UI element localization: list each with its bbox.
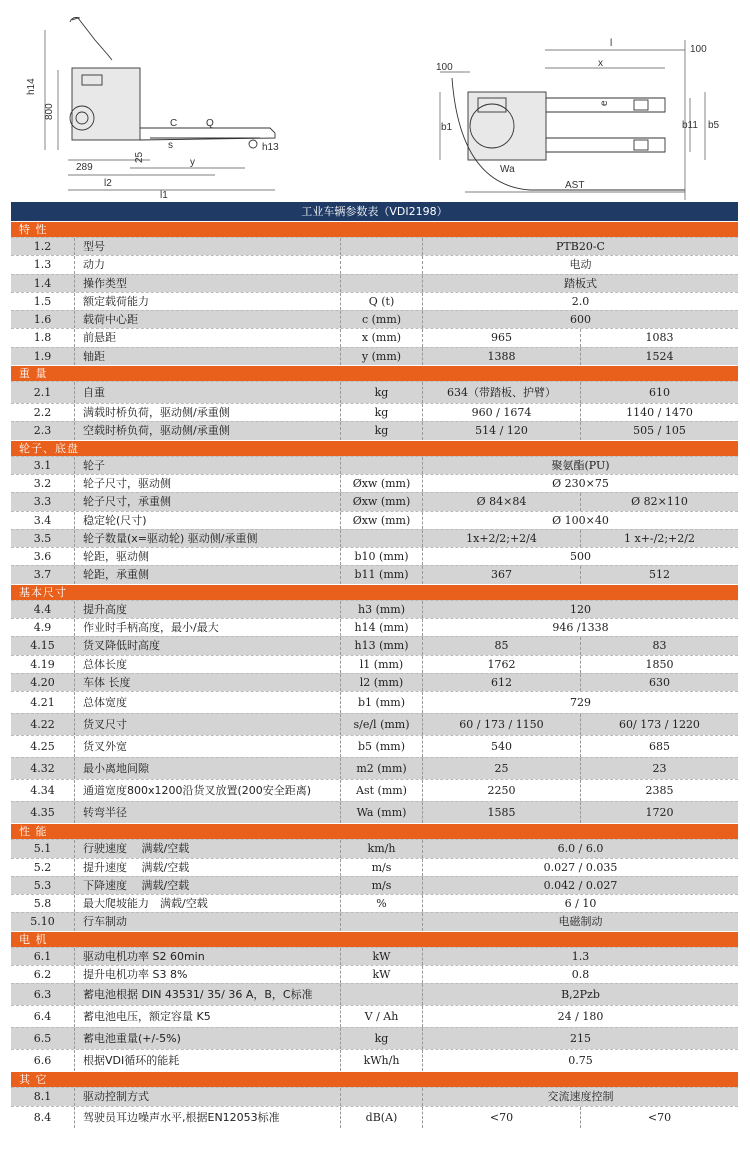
table-row [11,1106,738,1128]
row-unit: kg [341,404,423,421]
row-label: 提升高度 [75,601,341,618]
row-label: 作业时手柄高度，最小/最大 [75,619,341,636]
row-value-1: 965 [491,331,512,345]
row-value: 6 / 10 [564,897,597,911]
side-view-drawing [26,18,279,201]
row-value-1: Ø 84×84 [476,495,527,509]
table-row [11,421,738,439]
row-value: 500 [570,550,591,564]
table-row [11,237,738,255]
row-value-2: 512 [580,566,738,583]
dim-800: 800 [44,103,55,120]
row-number: 5.3 [11,877,75,894]
row-value-1: 960 / 1674 [471,406,532,420]
row-unit: y (mm) [341,348,423,365]
row-value: 120 [570,602,591,616]
row-number: 4.4 [11,601,75,618]
dim-h13: h13 [262,142,279,153]
table-row [11,858,738,876]
table-row [11,274,738,292]
row-value-2: 1720 [580,802,738,823]
table-row [11,600,738,618]
table-row [11,292,738,310]
section-header: 轮子、底盘 [11,440,738,456]
row-number: 6.4 [11,1006,75,1027]
table-row [11,757,738,779]
row-value: 0.8 [571,968,590,982]
row-label: 蓄电池根据 DIN 43531/ 35/ 36 A，B，C标准 [75,984,341,1005]
dim-l2: l2 [104,178,112,189]
row-label: 轮距，驱动侧 [75,548,341,565]
dim-25: 25 [134,151,145,163]
row-number: 8.4 [11,1107,75,1128]
dim-l1: l1 [160,190,168,200]
row-label: 驱动电机功率 S2 60min [75,948,341,965]
row-unit: l2 (mm) [341,674,423,691]
row-label: 蓄电池重量(+/-5%) [75,1028,341,1049]
row-number: 2.3 [11,422,75,439]
row-label: 轴距 [75,348,341,365]
table-row [11,673,738,691]
table-row [11,381,738,403]
row-value: Ø 100×40 [552,513,609,527]
dim-h14: h14 [26,78,37,95]
dim-q: Q [206,118,214,129]
row-unit: b10 (mm) [341,548,423,565]
technical-diagrams [0,0,750,200]
table-row [11,713,738,735]
top-view-drawing [436,38,720,200]
row-unit: Ast (mm) [341,780,423,801]
row-label: 满载时桥负荷，驱动侧/承重侧 [75,404,341,421]
row-number: 6.2 [11,966,75,983]
row-value-2: 2385 [580,780,738,801]
row-value-2: Ø 82×110 [580,493,738,510]
row-value: 2.0 [571,294,590,308]
row-unit: kg [341,422,423,439]
row-value-1: 1762 [487,657,516,671]
table-row [11,492,738,510]
row-unit [341,530,423,547]
row-value-1: 634（带踏板、护臂） [447,386,556,400]
row-unit: m2 (mm) [341,758,423,779]
row-value-2: <70 [580,1107,738,1128]
dim-b11: b11 [682,120,698,131]
row-label: 货叉降低时高度 [75,637,341,654]
row-unit [341,457,423,474]
row-value-1: 612 [491,675,512,689]
row-label: 货叉外宽 [75,736,341,757]
row-number: 1.3 [11,256,75,273]
table-row [11,1087,738,1105]
row-value: 交流速度控制 [547,1090,614,1104]
row-number: 4.20 [11,674,75,691]
truck-drawings [0,0,750,200]
row-number: 1.6 [11,311,75,328]
table-row [11,691,738,713]
row-number: 4.15 [11,637,75,654]
row-label: 行车制动 [75,913,341,930]
row-value-1: 85 [494,639,509,653]
row-number: 5.1 [11,840,75,857]
row-unit: Øxw (mm) [341,493,423,510]
row-number: 1.8 [11,329,75,346]
dim-e: e [599,100,610,106]
row-unit: h3 (mm) [341,601,423,618]
row-number: 3.5 [11,530,75,547]
table-row [11,894,738,912]
row-unit [341,238,423,255]
row-value-2: 1850 [580,656,738,673]
row-unit: V / Ah [341,1006,423,1027]
row-label: 操作类型 [75,275,341,292]
row-label: 轮子尺寸，驱动侧 [75,475,341,492]
row-label: 前悬距 [75,329,341,346]
row-value-1: 60 / 173 / 1150 [459,718,544,732]
table-row [11,474,738,492]
table-row [11,328,738,346]
table-row [11,912,738,930]
row-label: 额定载荷能力 [75,293,341,310]
row-number: 8.1 [11,1088,75,1105]
dim-289: 289 [76,162,93,173]
row-label: 空载时桥负荷，驱动侧/承重侧 [75,422,341,439]
table-row [11,636,738,654]
row-value: 电磁制动 [558,915,603,929]
section-header: 特 性 [11,221,738,237]
row-value: B,2Pzb [561,988,600,1002]
row-value-1: 1388 [487,349,516,363]
row-value-1: 1x+2/2;+2/4 [466,531,537,545]
row-unit: m/s [341,859,423,876]
section-header: 电 机 [11,931,738,947]
row-number: 6.1 [11,948,75,965]
row-label: 动力 [75,256,341,273]
table-row [11,876,738,894]
row-number: 1.4 [11,275,75,292]
row-value: 0.042 / 0.027 [543,878,618,892]
row-unit: b11 (mm) [341,566,423,583]
row-unit [341,275,423,292]
table-row [11,947,738,965]
table-row [11,735,738,757]
dim-b1: b1 [441,122,453,133]
row-value-2: 685 [580,736,738,757]
table-row [11,1049,738,1071]
row-unit: kW [341,966,423,983]
table-row [11,347,738,365]
row-value: PTB20-C [556,240,605,253]
row-label: 轮子尺寸，承重侧 [75,493,341,510]
row-label: 型号 [75,238,341,255]
row-number: 1.2 [11,238,75,255]
row-number: 6.5 [11,1028,75,1049]
row-label: 驾驶员耳边噪声水平,根据EN12053标准 [75,1107,341,1128]
section-header: 性 能 [11,823,738,839]
table-row [11,255,738,273]
row-number: 6.6 [11,1050,75,1071]
row-number: 2.1 [11,382,75,403]
row-value-2: 630 [580,674,738,691]
row-label: 转弯半径 [75,802,341,823]
dim-100-right: 100 [690,44,707,55]
row-value-2: 60/ 173 / 1220 [580,714,738,735]
table-row [11,310,738,328]
table-row [11,801,738,823]
dim-b5: b5 [708,120,720,131]
row-label: 根据VDI循环的能耗 [75,1050,341,1071]
table-row [11,1027,738,1049]
row-label: 下降速度 满载/空载 [75,877,341,894]
row-unit: kW [341,948,423,965]
row-value-1: 2250 [487,784,516,798]
row-number: 4.32 [11,758,75,779]
row-unit: x (mm) [341,329,423,346]
row-number: 3.2 [11,475,75,492]
table-row [11,965,738,983]
section-header: 其 它 [11,1071,738,1087]
row-number: 4.19 [11,656,75,673]
row-unit: b1 (mm) [341,692,423,713]
row-number: 5.8 [11,895,75,912]
row-unit [341,913,423,930]
dim-y: y [190,157,195,168]
row-number: 3.6 [11,548,75,565]
row-label: 行驶速度 满载/空载 [75,840,341,857]
row-unit: l1 (mm) [341,656,423,673]
dim-wa: Wa [500,164,515,175]
row-value-2: 23 [580,758,738,779]
row-unit [341,1088,423,1105]
row-value-2: 505 / 105 [580,422,738,439]
dim-l: l [610,38,613,49]
row-label: 货叉尺寸 [75,714,341,735]
dim-100-left: 100 [436,62,453,73]
row-unit: Øxw (mm) [341,475,423,492]
row-unit: Wa (mm) [341,802,423,823]
row-unit: h14 (mm) [341,619,423,636]
row-unit: c (mm) [341,311,423,328]
table-body [11,221,738,1128]
row-unit: % [341,895,423,912]
section-header: 重 量 [11,365,738,381]
row-number: 2.2 [11,404,75,421]
table-row [11,779,738,801]
row-value: 729 [570,696,591,710]
row-label: 总体宽度 [75,692,341,713]
row-value-2: 1083 [580,329,738,346]
dim-ast: AST [565,180,585,191]
row-label: 车体 长度 [75,674,341,691]
table-row [11,839,738,857]
row-label: 轮子数量(x=驱动轮) 驱动侧/承重侧 [75,530,341,547]
row-value: 946 /1338 [552,621,609,635]
row-number: 5.10 [11,913,75,930]
row-value: 1.3 [571,949,590,963]
row-unit [341,984,423,1005]
row-unit: kWh/h [341,1050,423,1071]
row-value: 215 [570,1032,591,1046]
row-number: 3.3 [11,493,75,510]
table-row [11,529,738,547]
row-label: 稳定轮(尺寸) [75,512,341,529]
row-value-1: 1585 [487,806,516,820]
row-value-1: <70 [489,1110,514,1124]
row-number: 4.21 [11,692,75,713]
table-row [11,403,738,421]
row-value-1: 25 [494,762,509,776]
row-label: 轮距，承重侧 [75,566,341,583]
section-header: 基本尺寸 [11,584,738,600]
row-value: 600 [570,313,591,327]
row-unit: Q (t) [341,293,423,310]
row-label: 最大爬坡能力 满载/空载 [75,895,341,912]
row-unit: kg [341,1028,423,1049]
row-number: 3.4 [11,512,75,529]
row-label: 总体长度 [75,656,341,673]
row-value-2: 1140 / 1470 [580,404,738,421]
table-row [11,1005,738,1027]
spec-table [11,202,738,1128]
table-row [11,456,738,474]
table-row [11,618,738,636]
row-value: 电动 [569,258,592,272]
table-title: 工业车辆参数表（VDI2198） [11,202,738,221]
row-number: 4.25 [11,736,75,757]
row-unit: s/e/l (mm) [341,714,423,735]
row-number: 4.9 [11,619,75,636]
row-number: 4.34 [11,780,75,801]
table-row [11,983,738,1005]
row-label: 提升速度 满载/空载 [75,859,341,876]
row-value-2: 1524 [580,348,738,365]
row-value-1: 514 / 120 [475,424,528,438]
row-label: 蓄电池电压，额定容量 K5 [75,1006,341,1027]
row-value: 6.0 / 6.0 [557,842,604,856]
row-unit: h13 (mm) [341,637,423,654]
row-number: 3.7 [11,566,75,583]
row-label: 最小离地间隙 [75,758,341,779]
row-unit: m/s [341,877,423,894]
row-label: 驱动控制方式 [75,1088,341,1105]
row-value-2: 83 [580,637,738,654]
dim-x: x [598,58,603,69]
dim-s: s [168,140,173,151]
table-row [11,565,738,583]
row-unit: km/h [341,840,423,857]
row-value: 24 / 180 [557,1010,604,1024]
row-label: 自重 [75,382,341,403]
row-value-2: 610 [580,382,738,403]
row-unit: b5 (mm) [341,736,423,757]
row-number: 3.1 [11,457,75,474]
dim-c: C [170,118,178,129]
row-number: 1.9 [11,348,75,365]
row-number: 1.5 [11,293,75,310]
table-row [11,511,738,529]
row-unit: Øxw (mm) [341,512,423,529]
row-number: 4.35 [11,802,75,823]
row-value: Ø 230×75 [552,476,609,490]
row-number: 5.2 [11,859,75,876]
row-label: 提升电机功率 S3 8% [75,966,341,983]
row-value-2: 1 x+-/2;+2/2 [580,530,738,547]
row-unit: kg [341,382,423,403]
row-label: 载荷中心距 [75,311,341,328]
row-unit: dB(A) [341,1107,423,1128]
row-number: 6.3 [11,984,75,1005]
row-unit [341,256,423,273]
row-label: 通道宽度800x1200沿货叉放置(200安全距离) [75,780,341,801]
row-value: 聚氨酯(PU) [551,458,610,472]
table-row [11,547,738,565]
row-value: 0.027 / 0.035 [543,860,618,874]
table-row [11,655,738,673]
row-value-1: 540 [491,740,512,754]
row-label: 轮子 [75,457,341,474]
row-value: 0.75 [568,1054,593,1068]
row-value: 踏板式 [564,276,597,290]
row-number: 4.22 [11,714,75,735]
row-value-1: 367 [491,568,512,582]
